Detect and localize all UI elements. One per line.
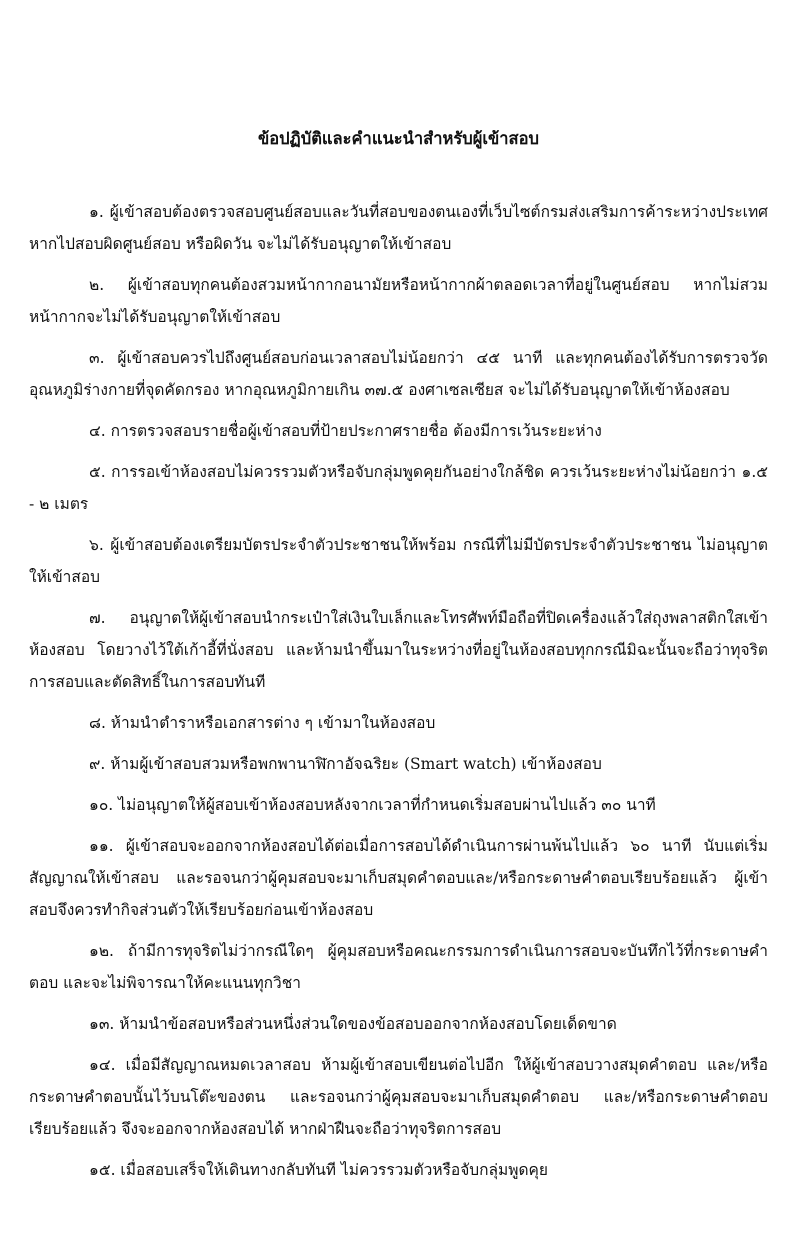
rule-item-3: ๓. ผู้เข้าสอบควรไปถึงศูนย์สอบก่อนเวลาสอบไม่น้อยกว่า ๔๕ นาที และทุกคนต้องได้รับการตรวจวัดอุณหภูมิร่างกายที่จุดคัดกรอง หากอุณหภูมิกายเกิน ๓๗.๕ องศาเซลเซียส จะไม่ได้รับอนุญาตให้เข้าห้องสอบ <box>29 349 768 399</box>
rule-item-9: ๙. ห้ามผู้เข้าสอบสวมหรือพกพานาฬิกาอัจฉริยะ (Smart watch) เข้าห้องสอบ <box>89 755 602 773</box>
rule-item-10: ๑๐. ไม่อนุญาตให้ผู้สอบเข้าห้องสอบหลังจากเวลาที่กำหนดเริ่มสอบผ่านไปแล้ว ๓๐ นาที <box>89 796 656 814</box>
rule-item-13: ๑๓. ห้ามนำข้อสอบหรือส่วนหนึ่งส่วนใดของข้อสอบออกจากห้องสอบโดยเด็ดขาด <box>89 1015 617 1033</box>
rule-item-12: ๑๒. ถ้ามีการทุจริตไม่ว่ากรณีใดๆ ผู้คุมสอบหรือคณะกรรมการดำเนินการสอบจะบันทึกไว้ที่กระดาษคำตอบ และจะไม่พิจารณาให้คะแนนทุกวิชา <box>29 942 768 992</box>
rule-item-6: ๖. ผู้เข้าสอบต้องเตรียมบัตรประจำตัวประชาชนให้พร้อม กรณีที่ไม่มีบัตรประจำตัวประชาชน ไม่อนุญาตให้เข้าสอบ <box>29 536 768 586</box>
rule-item-1: ๑. ผู้เข้าสอบต้องตรวจสอบศูนย์สอบและวันที่สอบของตนเองที่เว็บไซต์กรมส่งเสริมการค้าระหว่างประเทศ หากไปสอบผิดศูนย์สอบ หรือผิดวัน จะไม่ได้รับอนุญาตให้เข้าสอบ <box>29 203 768 253</box>
rule-item-5: ๕. การรอเข้าห้องสอบไม่ควรรวมตัวหรือจับกลุ่มพูดคุยกันอย่างใกล้ชิด ควรเว้นระยะห่างไม่น้อยกว่า ๑.๕ - ๒ เมตร <box>29 463 768 513</box>
rule-item-15: ๑๕. เมื่อสอบเสร็จให้เดินทางกลับทันที ไม่ควรรวมตัวหรือจับกลุ่มพูดคุย <box>89 1161 548 1179</box>
rule-item-11: ๑๑. ผู้เข้าสอบจะออกจากห้องสอบได้ต่อเมื่อการสอบได้ดำเนินการผ่านพ้นไปแล้ว ๖๐ นาที นับแต่เริ่มสัญญาณให้เข้าสอบ และรอจนกว่าผู้คุมสอบจะมาเก็บสมุดคำตอบและ/หรือกระดาษคำตอบเรียบร้อยแล้ว ผู้เข้าสอบจึงควรทำกิจส่วนตัวให้เรียบร้อยก่อนเข้าห้องสอบ <box>29 837 768 919</box>
rule-item-4: ๔. การตรวจสอบรายชื่อผู้เข้าสอบที่ป้ายประกาศรายชื่อ ต้องมีการเว้นระยะห่าง <box>89 422 602 440</box>
rules-list <box>29 196 768 1186</box>
rule-item-2: ๒. ผู้เข้าสอบทุกคนต้องสวมหน้ากากอนามัยหรือหน้ากากผ้าตลอดเวลาที่อยู่ในศูนย์สอบ หากไม่สวมหน้ากากจะไม่ได้รับอนุญาตให้เข้าสอบ <box>29 276 768 326</box>
rule-item-8: ๘. ห้ามนำตำราหรือเอกสารต่าง ๆ เข้ามาในห้องสอบ <box>89 714 436 732</box>
rule-item-14: ๑๔. เมื่อมีสัญญาณหมดเวลาสอบ ห้ามผู้เข้าสอบเขียนต่อไปอีก ให้ผู้เข้าสอบวางสมุดคำตอบ และ/หรือกระดาษคำตอบนั้นไว้บนโต๊ะของตน และรอจนกว่าผู้คุมสอบจะมาเก็บสมุดคำตอบ และ/หรือกระดาษคำตอบเรียบร้อยแล้ว จึงจะออกจากห้องสอบได้ หากฝ่าฝืนจะถือว่าทุจริตการสอบ <box>29 1056 768 1138</box>
rule-item-7: ๗. อนุญาตให้ผู้เข้าสอบนำกระเป๋าใส่เงินใบเล็กและโทรศัพท์มือถือที่ปิดเครื่องแล้วใส่ถุงพลาสติกใสเข้าห้องสอบ โดยวางไว้ใต้เก้าอี้ที่นั่งสอบ และห้ามนำขึ้นมาในระหว่างที่อยู่ในห้องสอบทุกกรณีมิฉะนั้นจะถือว่าทุจริตการสอบและตัดสิทธิ์ในการสอบทันที <box>29 609 768 691</box>
document-title: ข้อปฏิบัติและคำแนะนำสำหรับผู้เข้าสอบ <box>257 129 539 148</box>
